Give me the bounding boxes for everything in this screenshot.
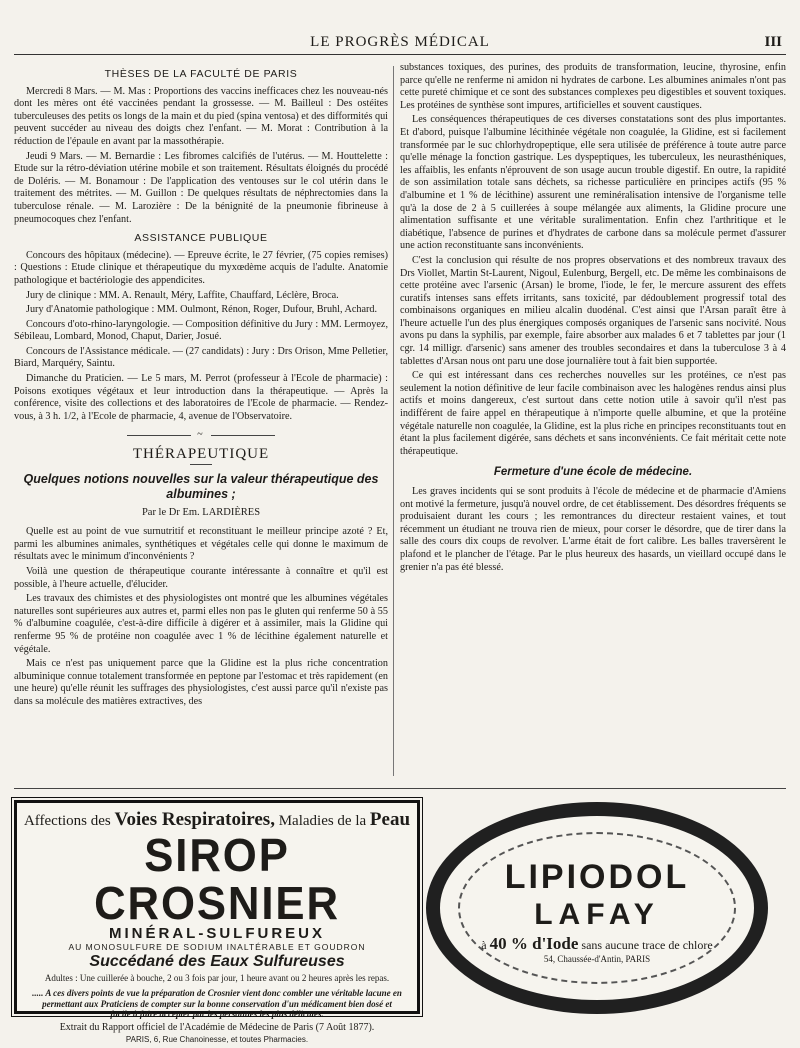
ad-address: PARIS, 6, Rue Chanoinesse, et toutes Pharmacies. <box>125 1034 309 1044</box>
ornament-divider: ~ <box>14 429 388 442</box>
journal-title: LE PROGRÈS MÉDICAL <box>310 34 490 50</box>
theses-paragraph: Jeudi 9 Mars. — M. Bernardie : Les fibromes calcifiés de l'utérus. — M. Houttelette : Etude sur la rétro-déviation utérine mobile et son traitement. Résultats éloignés du procédé de Doléris. — M. Bonamour : De l'application des ventouses sur le col utérin dans le traitement des métrites. — M. Guillon : De quelques résultats de néphrectomies dans la tuberculose rénale. — M. Larozière : De la bénignité de la pneumonie fibrineuse à pneumocoques chez l'enfant. <box>14 150 388 225</box>
ad-source: Extrait du Rapport officiel de l'Académie de Médecine de Paris (7 Août 1877). <box>59 1021 375 1033</box>
ads-rule <box>14 788 786 789</box>
theses-paragraph: Mercredi 8 Mars. — M. Mas : Proportions des vaccins inefficaces chez les nouveau-nés dont les mères ont été vaccinées pendant la grossesse. — M. Bailleul : Des ostéites tuberculeuses des petits os longs de la main et du pied (spina ventosa) et des difformités qui peuvent succéder au niveau des doigts chez l'enfant. — M. Morat : Contribution à la réduction de l'épaule en avant par la massothérapie. <box>14 85 388 147</box>
theses-heading: THÈSES DE LA FACULTÉ DE PARIS <box>104 68 298 80</box>
ad-tagline: Succédané des Eaux Sulfureuses <box>89 953 345 970</box>
assistance-heading: ASSISTANCE PUBLIQUE <box>134 232 268 245</box>
article-paragraph: Ce qui est intéressant dans ces recherches nouvelles sur les protéines, ce n'est pas seulement la notion définitive de leur facile combinaison avec les halogènes rendus ainsi plus actifs et moins dangereux, c'est surtout dans cette notion utile à savoir qu'il n'est pas indifférent de faire appel en thérapeutique à n'importe quelle albumine, et que la protéine végétale naturelle non coagulée, la Glidine, est la plus riche en principes reconstituants tout en étant la plus facilement digérée, sans déchets et sans inconvénients. Ce fait méritait cette note thérapeutique. <box>400 370 786 457</box>
column-divider <box>393 66 394 776</box>
assistance-paragraph: Concours de l'Assistance médicale. — (27 candidats) : Jury : Drs Orison, Mme Pelletier, Biard, Marquéry, Saintu. <box>14 345 388 370</box>
article-paragraph: C'est la conclusion qui résulte de nos propres observations et des nombreux travaux des Drs Viollet, Martin St-Laurent, Nigoul, Eulenburg, Bergell, etc. De même les combinaisons de cette protéine avec l'arsenic (Arsan) le brome, l'iode, le fer, le mercure assurent des effets curatifs intenses sans effets irritants, sans toxicité, par dédoublement progressif total des combinaisons organiques en milieu alcalin duodénal. C'est ainsi que l'Arsan paraît être à l'heure actuelle l'un des plus énergiques composés organiques de l'arsenic sans nocivité. Nous avons pu dans la syphilis, par exemple, faire absorber aux malades 6 et 7 tablettes par jour (1 cgr. 14 milligr. d'arsenic) sans amener des troubles secondaires et dans la tuberculose 3 à 4 tablettes d'Arsan nous ont paru une dose journalière tout à fait bien supportée. <box>400 254 786 367</box>
ad-text: Peau <box>369 809 411 830</box>
rubric-rule <box>190 464 212 465</box>
ad-text: Voies Respiratoires, <box>114 809 275 830</box>
ad-formula: AU MONOSULFURE DE SODIUM INALTÉRABLE ET GOUDRON <box>68 942 366 952</box>
assistance-paragraph: Concours d'oto-rhino-laryngologie. — Composition définitive du Jury : MM. Lermoyez, Sébileau, Lombard, Monod, Chaput, Darier, Josué. <box>14 318 388 343</box>
article-paragraph: Les travaux des chimistes et des physiologistes ont montré que les albumines végétales naturelles sont supérieures aux autres et, parmi elles non pas le gluten qui renferme 50 à 55 % d'albumine coagulée, c'est-à-dire difficile à digérer et à assimiler, mais la Glidine qui renferme 95 % de protéine non coagulée avec 1 % de lécithine également naturelle et végétale. <box>14 593 388 655</box>
article-paragraph: Quelle est au point de vue surnutritif et reconstituant le meilleur principe azoté ? Et, parmi les albumines animales, synthétiques et végétales celle qui donne le maximum de résultats avec le minimum d'inconvénients ? <box>14 526 388 563</box>
left-column <box>14 62 388 780</box>
assistance-paragraph: Dimanche du Praticien. — Le 5 mars, M. Perrot (professeur à l'Ecole de pharmacie) : Poisons exotiques végétaux et leur introduction dans la thérapeutique. — Après la conférence, visite des collections et des laboratoires de l'Ecole de pharmacie. — Rendez-vous, à 3 h. 1/2, à l'Ecole de pharmacie, 4, avenue de l'Observatoire. <box>14 373 388 422</box>
ad-brand: LIPIODOL <box>504 858 690 896</box>
ad-quote: ..... A ces divers points de vue la préparation de Crosnier vient donc combler une véritable lacune en permettant aux Praticiens de compter sur la bonne conservation d'un médicament bien dosé et facile à faire accepter par les personnes les plus délicates. <box>32 988 402 1019</box>
ad-text: Affections des <box>23 813 111 829</box>
ecole-paragraph: Les graves incidents qui se sont produits à l'école de médecine et de pharmacie d'Amiens ont motivé la fermeture, jusqu'à nouvel ordre, de cet établissement. Des désordres fréquents se produisaient durant les cours ; les remontrances du directeur restaient vaines, et tout récemment un étudiant ne trouva rien de mieux, pour corser le désordre, que de tirer dans la salle des cours dix coups de revolver. L'arme était de fort calibre. Les balles traversèrent le plafond et le plancher de l'étage. Par le plus heureux des hasards, un vieillard occupé dans le grenier n'a pas été blessé. <box>400 486 786 573</box>
rubric-title: THÉRAPEUTIQUE <box>132 446 270 463</box>
page-number: III <box>764 34 782 50</box>
ad-indications <box>17 809 417 831</box>
ad-subtitle: MINÉRAL-SULFUREUX <box>109 925 325 942</box>
article-paragraph: Mais ce n'est pas uniquement parce que la Glidine est la plus riche concentration albuminique connue totalement transformée en peptone par l'estomac et très rapidement (en une heure) qu'elle réunit les suffrages des physiologistes, c'est aussi parce qu'il n'existe pas dans sa molécule des matières extractives, des <box>14 658 388 707</box>
article-byline: Par le Dr Em. LARDIÈRES <box>141 506 261 518</box>
ad-brand: SIROP CROSNIER <box>94 829 340 929</box>
ecole-title: Fermeture d'une école de médecine. <box>493 466 693 479</box>
assistance-paragraph: Jury d'Anatomie pathologique : MM. Oulmont, Rénon, Roger, Dufour, Bruhl, Achard. <box>26 304 378 316</box>
ad-text: sans aucune trace de chlore <box>581 938 713 952</box>
ad-address: 54, Chaussée-d'Antin, PARIS <box>543 954 651 964</box>
running-head <box>14 34 786 56</box>
assistance-paragraph: Concours des hôpitaux (médecine). — Epreuve écrite, le 27 février, (75 copies remises) : Questions : Etude clinique et thérapeutique du myxœdème acquis de l'adulte. Anatomie pathologique et bactériologie des appendicites. <box>14 249 388 286</box>
assistance-paragraph: Jury de clinique : MM. A. Renault, Méry, Laffite, Chauffard, Léclère, Broca. <box>26 289 339 301</box>
right-column <box>400 62 786 780</box>
ad-text: à <box>481 938 487 952</box>
article-title: Quelques notions nouvelles sur la valeur thérapeutique des albumines ; <box>23 471 379 501</box>
sirop-crosnier-advert <box>14 800 420 1044</box>
article-paragraph: Voilà une question de thérapeutique courante intéressante à connaître et qu'il est possible, à l'heure actuelle, d'élucider. <box>14 566 388 590</box>
article-paragraph: Les conséquences thérapeutiques de ces diverses constatations sont des plus importantes. Et d'abord, puisque l'albumine lécithinée végétale non coagulée, la Glidine, est si facilement transformée par le suc chlorhydropeptique, elle sera utilisée de préférence à toute autre parce qu'elle ménage la fonction gastrique. Les dyspeptiques, les tuberculeux, les neurasthéniques, les affaiblis, les enfants n'éprouvent de son usage aucun trouble digestif. En outre, la rapidité de son assimilation totale sans déchets, sa richesse particulière en principes actifs (95 % d'albumine et 1 % de lécithine) assurent une reminéralisation intensive de l'organisme telle qu'à la dose de 2 à 5 cuillerées à soupe mélangée aux aliments, la Glidine procure une alimentation suffisante et une véritable suralimentation. Enfin chez l'arthritique et le diabétique, l'absence de purines et d'hydrates de carbone dans sa molécule permet d'assurer une action reconstituante sans inconvénients. <box>400 114 786 252</box>
lipiodol-advert <box>426 802 768 1014</box>
ad-text: 40 % d'Iode <box>489 934 579 953</box>
article-paragraph: substances toxiques, des purines, des produits de transformation, leucine, thyrosine, enfin parce qu'elle ne renferme ni amidon ni hydrates de carbone. Les albumines animales n'ont pas cette pureté chimique et ce sont des substances complexes peu digestibles et souvent toxiques. Les protéines de synthèse sont impures, artificielles et souvent caustiques. <box>400 62 786 111</box>
ad-dosage: Adultes : Une cuillerée à bouche, 2 ou 3 fois par jour, 1 heure avant ou 2 heures après les repas. <box>44 973 390 983</box>
ad-brand-maker: LAFAY <box>534 898 660 931</box>
ad-text: Maladies de la <box>278 813 367 829</box>
header-rule <box>14 54 786 55</box>
ad-tagline <box>440 934 754 954</box>
